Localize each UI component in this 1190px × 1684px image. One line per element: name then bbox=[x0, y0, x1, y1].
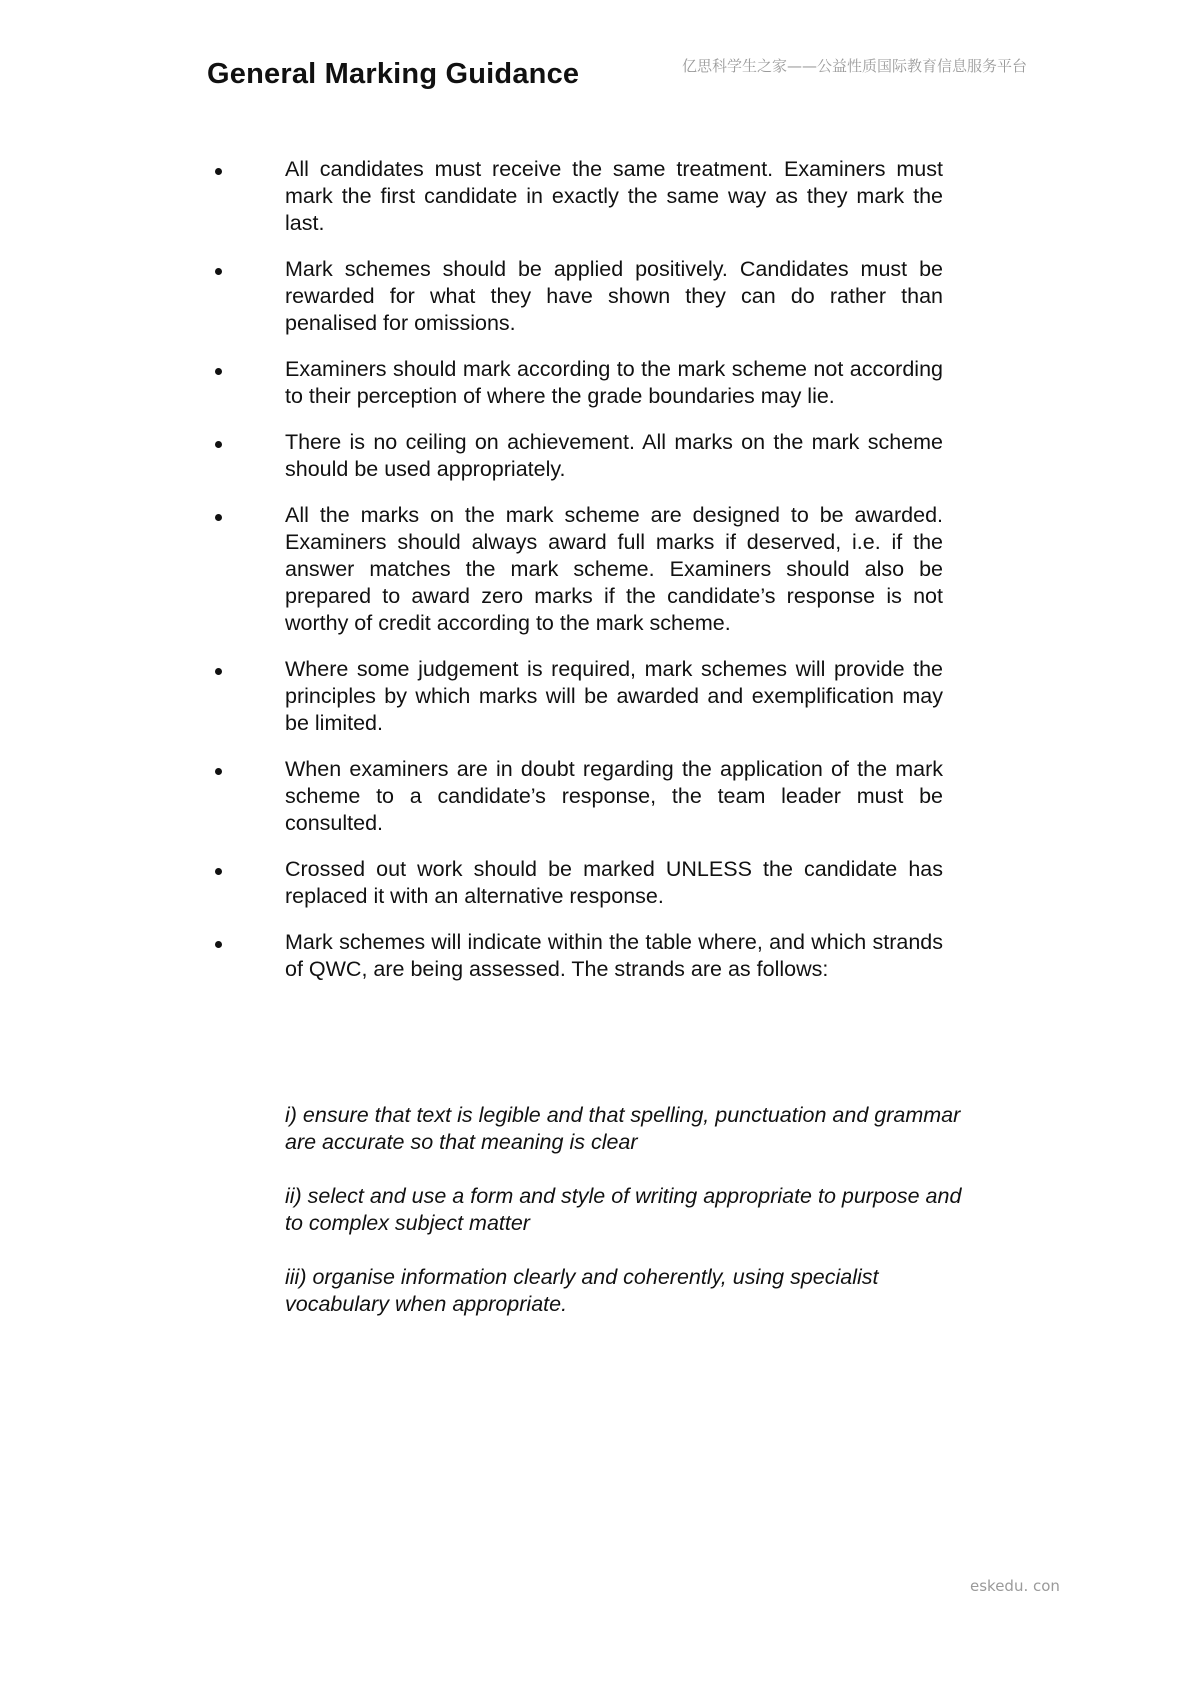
list-item-text: Crossed out work should be marked UNLESS the candidate has replaced it with an alternative response. bbox=[285, 857, 943, 908]
bullet-icon bbox=[215, 368, 222, 375]
bullet-icon bbox=[215, 868, 222, 875]
bullet-icon bbox=[215, 268, 222, 275]
bullet-icon bbox=[215, 168, 222, 175]
bullet-icon bbox=[215, 941, 222, 948]
list-item-text: When examiners are in doubt regarding the application of the mark scheme to a candidate’s response, the team leader must be consulted. bbox=[285, 757, 943, 835]
header-watermark: 亿思科学生之家——公益性质国际教育信息服务平台 bbox=[682, 57, 1028, 75]
list-item-text: Examiners should mark according to the mark scheme not according to their perception of where the grade boundaries may lie. bbox=[285, 357, 943, 408]
list-item bbox=[0, 156, 1190, 237]
strand-item: i) ensure that text is legible and that spelling, punctuation and grammar are accurate so that meaning is clear bbox=[285, 1103, 961, 1154]
bullet-icon bbox=[215, 514, 222, 521]
list-item-text: Where some judgement is required, mark schemes will provide the principles by which marks will be awarded and exemplification may be limited. bbox=[285, 657, 943, 735]
list-item bbox=[0, 356, 1190, 410]
strand-item: ii) select and use a form and style of writing appropriate to purpose and to complex subject matter bbox=[285, 1184, 962, 1235]
list-item bbox=[0, 656, 1190, 737]
list-item bbox=[0, 429, 1190, 483]
list-item-text: All candidates must receive the same treatment. Examiners must mark the first candidate in exactly the same way as they mark the last. bbox=[285, 157, 943, 235]
list-item bbox=[0, 856, 1190, 910]
list-item bbox=[0, 929, 1190, 983]
list-item-text: All the marks on the mark scheme are designed to be awarded. Examiners should always award full marks if deserved, i.e. if the answer matches the mark scheme. Examiners should also be prepared to award zero marks if the candidate’s response is not worthy of credit according to the mark scheme. bbox=[285, 503, 943, 635]
list-item-text: Mark schemes will indicate within the table where, and which strands of QWC, are being assessed. The strands are as follows: bbox=[285, 930, 943, 981]
list-item bbox=[0, 256, 1190, 337]
list-item bbox=[0, 756, 1190, 837]
footer-watermark: eskedu. con bbox=[970, 1577, 1060, 1595]
qwc-strands-list bbox=[285, 1102, 965, 1345]
list-item-text: There is no ceiling on achievement. All marks on the mark scheme should be used appropriately. bbox=[285, 430, 943, 481]
list-item bbox=[0, 502, 1190, 637]
bullet-icon bbox=[215, 668, 222, 675]
bullet-icon bbox=[215, 768, 222, 775]
list-item-text: Mark schemes should be applied positively. Candidates must be rewarded for what they have shown they can do rather than penalised for omissions. bbox=[285, 257, 943, 335]
bullet-icon bbox=[215, 441, 222, 448]
strand-item: iii) organise information clearly and coherently, using specialist vocabulary when appropriate. bbox=[285, 1265, 879, 1316]
marking-guidance-list bbox=[0, 156, 1190, 1002]
page-title: General Marking Guidance bbox=[207, 58, 580, 90]
